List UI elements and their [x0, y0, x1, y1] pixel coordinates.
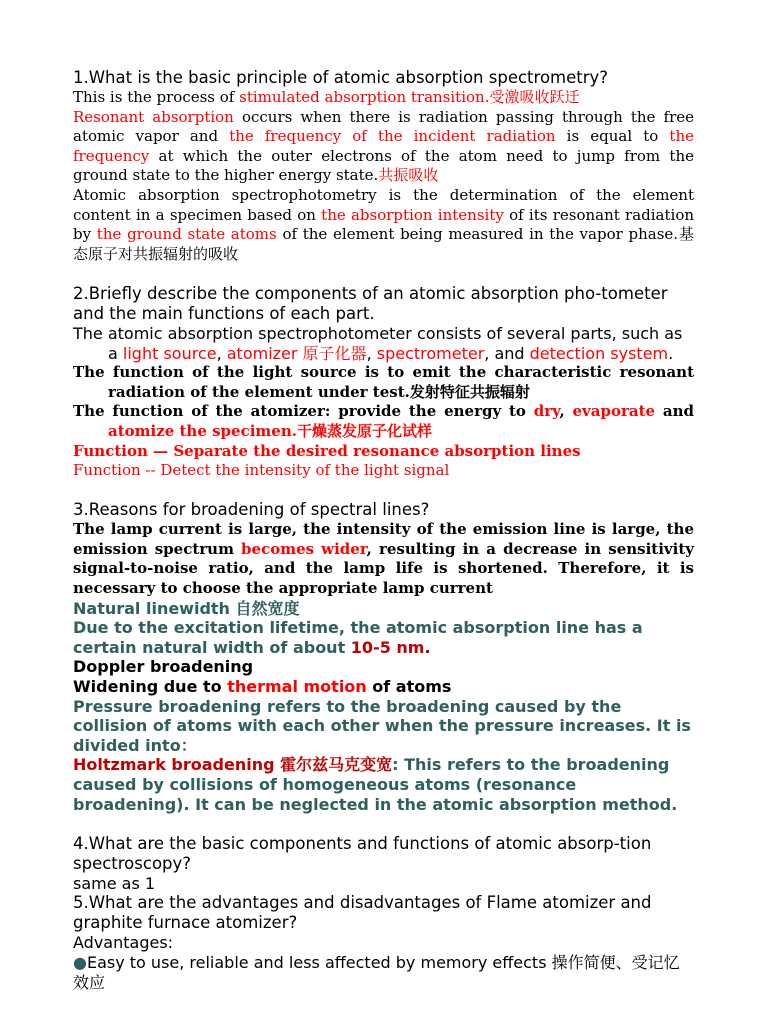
q1-p3-text-2: of its resonant radiation by [73, 205, 695, 244]
document-content [73, 68, 694, 992]
q1-p2-highlight-1: the frequency of the incident radiation [229, 127, 556, 146]
section-spacer [73, 814, 694, 834]
q2-atomizer: atomizer 原子化器 [226, 343, 367, 363]
q3-p5-text-2: of atoms [366, 677, 452, 697]
q1-p3-highlight-2: the ground state atoms [96, 225, 277, 244]
q3-holtzmark-cjk: 霍尔兹马克变宽 [280, 755, 393, 775]
q3-paragraph-1 [73, 520, 694, 598]
q1-p2-text: occurs when there is radiation passing through the free atomic vapor and [73, 107, 695, 146]
q3-p5-text: Widening due to [73, 677, 228, 697]
q2-p3-cjk: .干燥蒸发原子化试样 [291, 421, 432, 440]
question-5-title: 5.What are the advantages and disadvantages of Flame atomizer and graphite furnace atomizer? [73, 893, 652, 933]
q4-answer: same as 1 [73, 873, 156, 893]
q3-doppler-broadening: Doppler broadening [73, 657, 254, 677]
q3-paragraph-5 [73, 677, 694, 697]
q3-natural-linewidth: Natural linewidth 自然宽度 [73, 598, 300, 618]
q2-paragraph-1 [73, 324, 694, 363]
question-2-title: 2.Briefly describe the components of an atomic absorption pho-tometer and the main functions of each part. [73, 283, 668, 323]
q2-spectrometer: spectrometer [376, 343, 485, 363]
q2-p1-text: The atomic absorption spectrophotometer consists of several parts, such as a [73, 323, 683, 363]
q2-paragraph-4: Function — Separate the desired resonance absorption lines [73, 441, 581, 460]
q2-p1-sep-1: , [216, 343, 227, 363]
section-spacer [73, 264, 694, 284]
q2-detection-system: detection system [529, 343, 669, 363]
q3-paragraph-3 [73, 618, 694, 657]
q2-atomize: atomize the specimen [108, 421, 292, 440]
q3-holtzmark-term: Holtzmark broadening [73, 755, 281, 775]
q3-p1-text-2: , resulting in a decrease in sensitivity signal-to-noise ratio, and the lamp life is shortened. Therefore, it is necessary to choose the appropriate lamp current [73, 539, 694, 598]
q3-p7-text: : This refers to the broadening caused by collisions of homogeneous atoms (resonance broadening). It can be neglected in the atomic absorption method. [73, 755, 678, 814]
q1-p3-text-3: of the element being measured in the vapor phase.基态原子对共振辐射的吸收 [73, 225, 694, 263]
q1-paragraph-2 [73, 108, 694, 186]
q2-paragraph-5: Function -- Detect the intensity of the light signal [73, 461, 450, 480]
q1-paragraph-3 [73, 186, 694, 264]
q2-paragraph-3 [73, 402, 694, 441]
bullet-icon: ● [73, 952, 87, 972]
question-1-title: 1.What is the basic principle of atomic absorption spectrometry? [73, 68, 609, 87]
q1-p1-text: This is the process of [73, 88, 240, 106]
q2-light-source: light source [122, 343, 217, 363]
q1-p3-highlight-1: the absorption intensity [321, 205, 504, 224]
q2-evaporate: evaporate [572, 402, 656, 421]
q2-p3-sep-2: and [655, 402, 694, 421]
q2-p3-sep-1: , [559, 402, 573, 421]
q5-advantage-item-1 [73, 953, 694, 992]
q2-p1-end: . [668, 343, 674, 363]
q2-dry: dry [533, 402, 560, 421]
q3-becomes-wider: becomes wider [241, 539, 367, 558]
q3-p1-text: The lamp current is large, the intensity of the emission line is large, the emission spectrum [73, 520, 694, 558]
q2-p1-sep-2: , [366, 343, 377, 363]
q5-item-1-text: Easy to use, reliable and less affected by memory effects 操作简便、受记忆效应 [73, 952, 680, 992]
q1-paragraph-1 [73, 88, 694, 108]
q1-p2-text-2: is equal to [555, 127, 670, 146]
q3-p3-text: Due to the excitation lifetime, the atomic absorption line has a certain natural width of about [73, 618, 643, 657]
q3-thermal-motion: thermal motion [227, 677, 367, 697]
q2-paragraph-2: The function of the light source is to emit the characteristic resonant radiation of the element under test.发射特征共振辐射 [73, 363, 694, 401]
section-spacer [73, 481, 694, 501]
q1-p2-text-3: at which the outer electrons of the atom need to jump from the ground state to the higher energy state. [73, 146, 694, 185]
q5-advantages-label: Advantages: [73, 933, 174, 953]
q1-p1-cjk: .受激吸收跃迁 [484, 88, 580, 106]
q2-p3-text: The function of the atomizer: provide the energy to [73, 402, 534, 421]
q1-p3-text: Atomic absorption spectrophotometry is the determination of the element content in a specimen based on [73, 185, 694, 224]
question-3-title: 3.Reasons for broadening of spectral lines? [73, 500, 430, 520]
q1-p1-highlight: stimulated absorption transition [239, 88, 485, 106]
q1-p2-highlight-2: the frequency [73, 127, 694, 165]
question-4-title: 4.What are the basic components and functions of atomic absorp-tion spectroscopy? [73, 833, 652, 873]
q2-p1-sep-3: , and [484, 343, 530, 363]
q3-pressure-broadening: Pressure broadening refers to the broadening caused by the collision of atoms with each other when the pressure increases. It is divided into： [73, 696, 691, 755]
q1-p2-term: Resonant absorption [73, 107, 234, 126]
q3-natural-width-value: 10-5 nm. [350, 637, 431, 657]
q3-paragraph-7 [73, 755, 694, 814]
q1-p2-cjk: 共振吸收 [378, 166, 439, 185]
